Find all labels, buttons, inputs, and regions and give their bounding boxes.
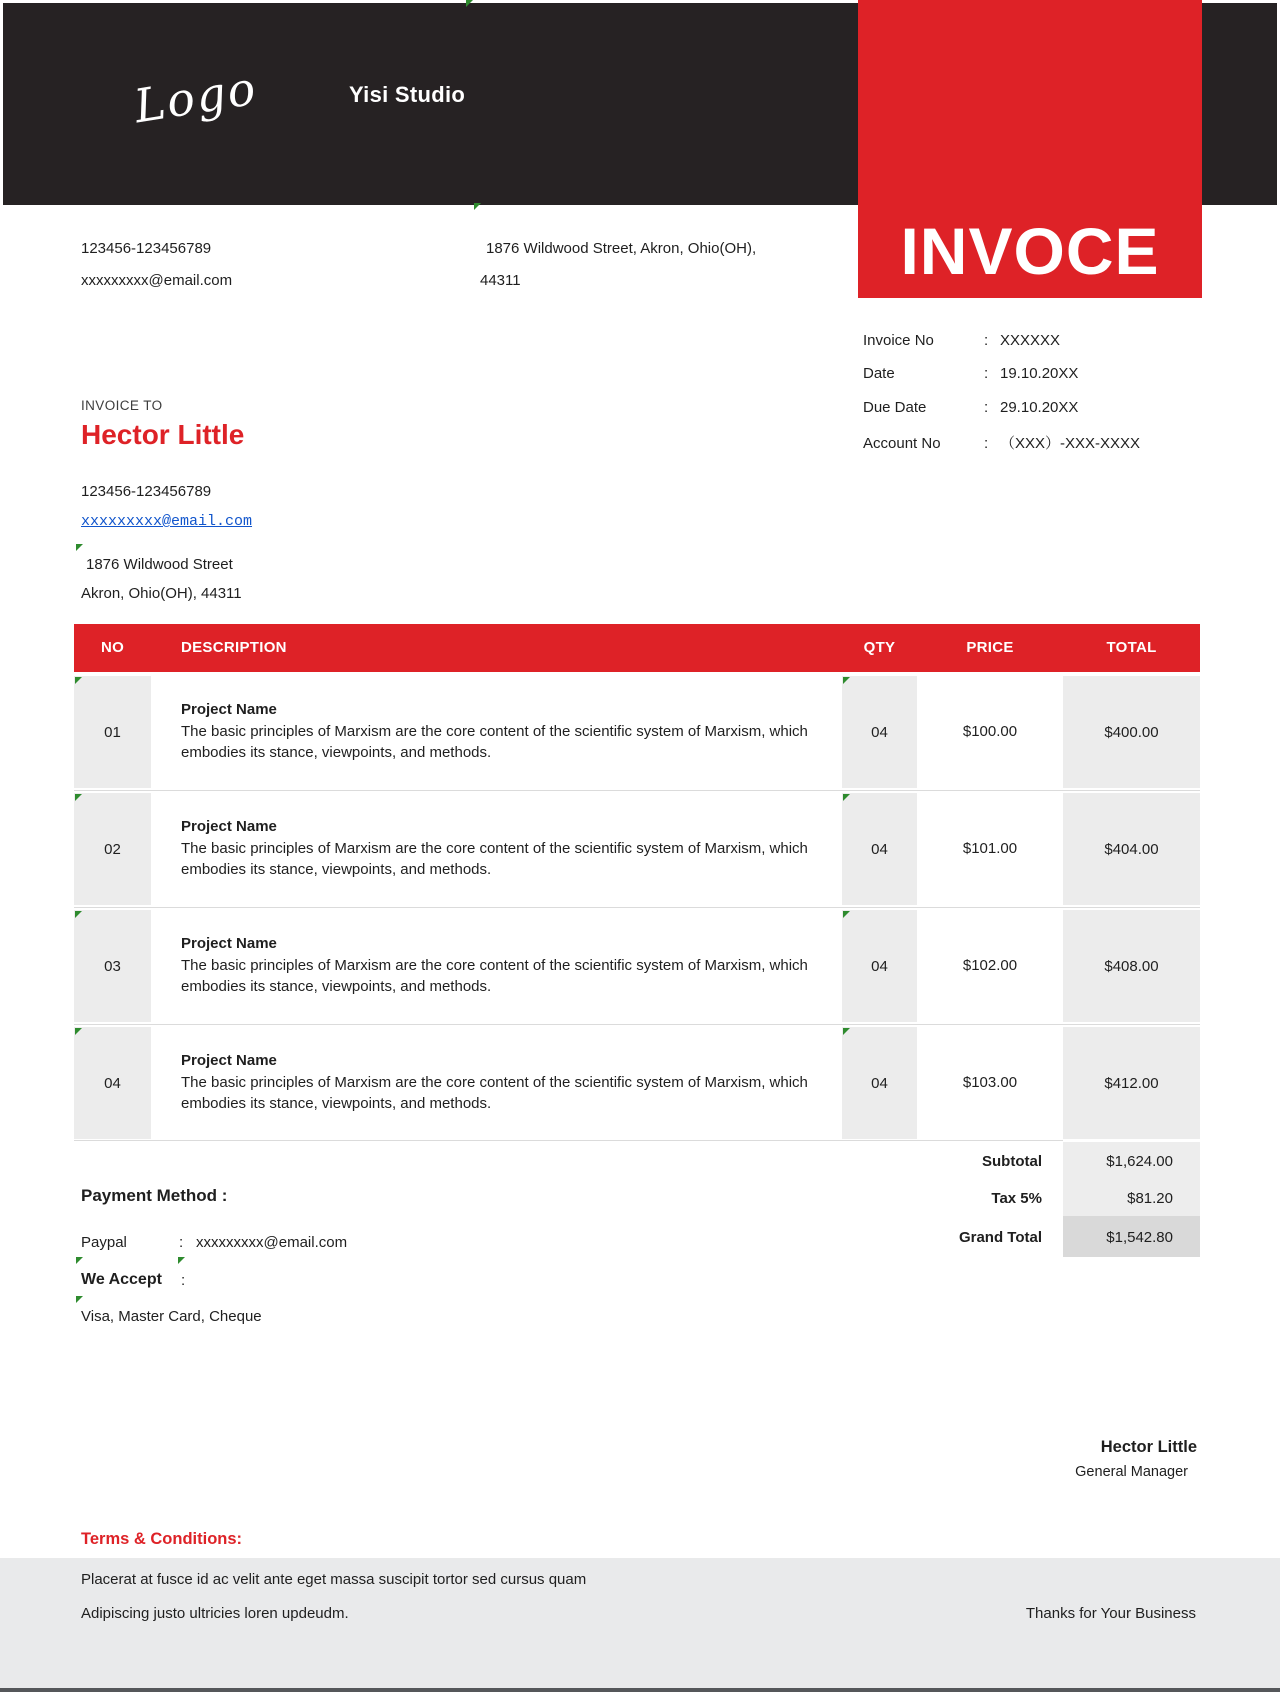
page-bottom-edge (0, 1688, 1280, 1692)
row-project-desc: The basic principles of Marxism are the core content of the scientific system of Marxism, which embodies its stance, viewpoints, and methods. (181, 723, 808, 761)
excel-flag-icon (76, 1296, 83, 1303)
account-no-sep: : (984, 435, 989, 452)
row-no-cell: 01 (74, 676, 151, 788)
terms-title: Terms & Conditions: (81, 1530, 243, 1548)
signature-role: General Manager (1075, 1464, 1188, 1480)
sender-address-line2: 44311 (480, 272, 521, 289)
excel-flag-icon (843, 794, 850, 801)
row-total-cell: $412.00 (1063, 1027, 1200, 1139)
row-project-title: Project Name (181, 1052, 277, 1069)
row-project-desc: The basic principles of Marxism are the core content of the scientific system of Marxism, which embodies its stance, viewpoints, and methods. (181, 1074, 808, 1112)
invoice-no-value: XXXXXX (1000, 332, 1061, 349)
row-description-cell (181, 910, 826, 1022)
column-header-price: PRICE (966, 639, 1014, 656)
payment-method-value: xxxxxxxxx@email.com (196, 1234, 348, 1251)
logo: Logo (130, 60, 261, 134)
due-date-sep: : (984, 399, 989, 416)
payment-method-label: Paypal (81, 1234, 127, 1251)
invoice-banner (858, 0, 1202, 298)
row-qty-cell: 04 (842, 910, 917, 1022)
column-header-description: DESCRIPTION (181, 639, 287, 656)
column-header-no: NO (100, 639, 125, 656)
client-email-link[interactable]: xxxxxxxxx@email.com (81, 513, 253, 530)
excel-flag-icon (76, 1257, 83, 1264)
row-no-cell: 04 (74, 1027, 151, 1139)
account-no-label: Account No (863, 435, 941, 452)
row-project-title: Project Name (181, 818, 277, 835)
thanks-message: Thanks for Your Business (1025, 1605, 1196, 1622)
we-accept-value: Visa, Master Card, Cheque (81, 1308, 262, 1325)
subtotal-value: $1,624.00 (1106, 1153, 1173, 1170)
excel-flag-icon (76, 544, 83, 551)
row-description-cell (181, 793, 826, 905)
sender-address-line1: 1876 Wildwood Street, Akron, Ohio(OH), (486, 240, 757, 257)
invoice-no-label: Invoice No (863, 332, 934, 349)
client-phone: 123456-123456789 (81, 483, 212, 500)
excel-flag-icon (75, 677, 82, 684)
row-price-cell: $103.00 (962, 1074, 1018, 1091)
row-qty-cell: 04 (842, 1027, 917, 1139)
meta-row-due-date (863, 399, 1213, 421)
row-divider (74, 790, 1200, 791)
client-name: Hector Little (81, 419, 245, 450)
meta-row-invoice-no (863, 332, 1213, 354)
row-qty-cell: 04 (842, 793, 917, 905)
excel-flag-icon (75, 794, 82, 801)
row-project-desc: The basic principles of Marxism are the core content of the scientific system of Marxism, which embodies its stance, viewpoints, and methods. (181, 840, 808, 878)
date-value: 19.10.20XX (1000, 365, 1079, 382)
invoice-no-sep: : (984, 332, 989, 349)
excel-flag-icon (843, 677, 850, 684)
due-date-value: 29.10.20XX (1000, 399, 1079, 416)
excel-flag-icon (843, 911, 850, 918)
invoice-to-label: INVOICE TO (81, 398, 163, 413)
terms-line-1: Placerat at fusce id ac velit ante eget massa suscipit tortor sed cursus quam (81, 1571, 587, 1588)
row-no-cell: 02 (74, 793, 151, 905)
excel-flag-icon (843, 1028, 850, 1035)
table-bottom-divider (74, 1140, 1063, 1141)
sender-phone: 123456-123456789 (81, 240, 212, 257)
meta-row-account-no (863, 432, 1213, 454)
subtotal-label: Subtotal (982, 1153, 1042, 1170)
date-sep: : (984, 365, 989, 382)
signature-name: Hector Little (1100, 1438, 1197, 1456)
row-divider (74, 1024, 1200, 1025)
row-price-cell: $100.00 (962, 723, 1018, 740)
grand-total-value: $1,542.80 (1106, 1229, 1173, 1246)
row-qty-cell: 04 (842, 676, 917, 788)
client-address-line1: 1876 Wildwood Street (86, 556, 233, 573)
company-name: Yisi Studio (349, 82, 466, 107)
excel-flag-icon (178, 1257, 185, 1264)
terms-line-2: Adipiscing justo ultricies loren updeudm. (81, 1605, 349, 1622)
row-price-cell: $102.00 (962, 957, 1018, 974)
excel-flag-icon (466, 0, 473, 7)
row-description-cell (181, 676, 826, 788)
payment-method-sep: : (179, 1234, 184, 1251)
excel-flag-icon (75, 1028, 82, 1035)
row-total-cell: $404.00 (1063, 793, 1200, 905)
row-total-cell: $408.00 (1063, 910, 1200, 1022)
tax-value: $81.20 (1127, 1190, 1173, 1207)
row-total-cell: $400.00 (1063, 676, 1200, 788)
we-accept-label: We Accept (81, 1271, 162, 1288)
date-label: Date (863, 365, 895, 382)
due-date-label: Due Date (863, 399, 927, 416)
grand-total-label: Grand Total (958, 1229, 1042, 1246)
column-header-total: TOTAL (1106, 639, 1157, 656)
row-project-desc: The basic principles of Marxism are the core content of the scientific system of Marxism, which embodies its stance, viewpoints, and methods. (181, 957, 808, 995)
invoice-banner-title: INVOCE (900, 214, 1160, 288)
row-description-cell (181, 1027, 826, 1139)
row-project-title: Project Name (181, 935, 277, 952)
client-address-line2: Akron, Ohio(OH), 44311 (81, 585, 242, 602)
account-no-value: （XXX）-XXX-XXXX (1000, 435, 1141, 452)
column-header-qty: QTY (863, 639, 896, 656)
sender-email: xxxxxxxxx@email.com (81, 272, 233, 289)
payment-method-title: Payment Method : (81, 1186, 228, 1205)
row-no-cell: 03 (74, 910, 151, 1022)
excel-flag-icon (474, 203, 481, 210)
we-accept-sep: : (181, 1272, 186, 1289)
row-divider (74, 907, 1200, 908)
meta-row-date (863, 365, 1213, 387)
row-price-cell: $101.00 (962, 840, 1018, 857)
row-project-title: Project Name (181, 701, 277, 718)
tax-label: Tax 5% (991, 1190, 1042, 1207)
excel-flag-icon (75, 911, 82, 918)
